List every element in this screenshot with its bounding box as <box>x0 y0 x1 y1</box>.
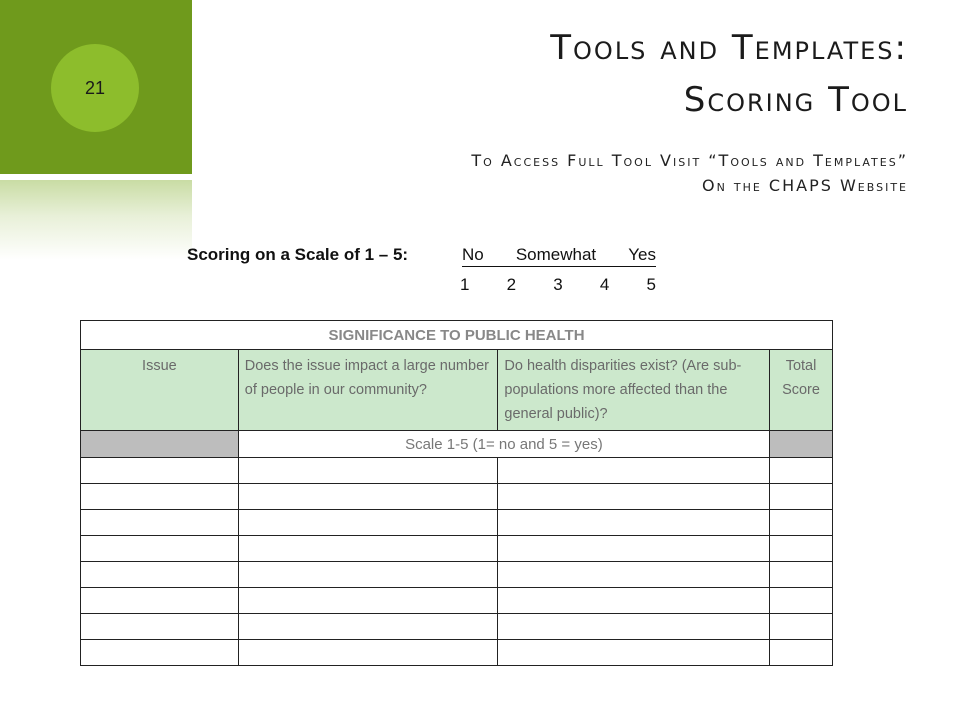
table-row <box>81 614 833 640</box>
scale-word-yes: Yes <box>628 245 656 264</box>
column-impact: Does the issue impact a large number of people in our community? <box>238 350 498 431</box>
scale-words <box>462 245 656 267</box>
title-line-1: Tools and Templates: <box>550 28 908 68</box>
empty-cell <box>81 458 239 484</box>
scale-number-3: 3 <box>553 275 563 294</box>
table-row <box>81 536 833 562</box>
scoring-table <box>80 320 833 666</box>
scale-number-5: 5 <box>646 275 656 294</box>
empty-cell <box>238 640 498 666</box>
scale-number-1: 1 <box>460 275 470 294</box>
table-row <box>81 562 833 588</box>
decorative-divider <box>0 174 192 178</box>
empty-cell <box>770 614 833 640</box>
scale-row-label: Scale 1-5 (1= no and 5 = yes) <box>238 431 769 458</box>
subtitle-line-2: On the CHAPS Website <box>702 176 908 195</box>
empty-cell <box>770 562 833 588</box>
scale-number-4: 4 <box>599 275 610 294</box>
scale-row-gray-cell <box>770 431 833 458</box>
column-total-score: Total Score <box>770 350 833 431</box>
column-disparities: Do health disparities exist? (Are sub-populations more affected than the general public)? <box>498 350 770 431</box>
column-issue: Issue <box>81 350 239 431</box>
scale-label: Scoring on a Scale of 1 – 5: <box>187 245 409 264</box>
empty-cell <box>770 640 833 666</box>
empty-cell <box>238 536 498 562</box>
empty-cell <box>238 458 498 484</box>
slide-title <box>550 22 908 126</box>
empty-cell <box>770 510 833 536</box>
empty-cell <box>770 536 833 562</box>
scale-row-gray-cell <box>81 431 239 458</box>
empty-cell <box>498 562 770 588</box>
empty-cell <box>81 510 239 536</box>
table-row <box>81 640 833 666</box>
subtitle-line-1: To Access Full Tool Visit “Tools and Templates” <box>471 151 908 170</box>
table-row <box>81 510 833 536</box>
empty-cell <box>498 484 770 510</box>
table-row <box>81 588 833 614</box>
empty-cell <box>770 484 833 510</box>
empty-cell <box>498 458 770 484</box>
empty-cell <box>498 640 770 666</box>
title-line-2: Scoring Tool <box>683 80 908 120</box>
empty-cell <box>81 536 239 562</box>
empty-cell <box>238 614 498 640</box>
slide-number: 21 <box>51 44 139 132</box>
scale-word-no: No <box>462 245 484 264</box>
decorative-green-fade <box>0 180 192 260</box>
empty-cell <box>770 458 833 484</box>
empty-cell <box>81 484 239 510</box>
empty-cell <box>81 588 239 614</box>
empty-cell <box>770 588 833 614</box>
table-row <box>81 458 833 484</box>
table-row <box>81 484 833 510</box>
empty-cell <box>238 588 498 614</box>
empty-cell <box>238 562 498 588</box>
slide-subtitle <box>471 148 908 198</box>
empty-cell <box>498 536 770 562</box>
empty-cell <box>498 588 770 614</box>
scale-numbers <box>460 275 656 295</box>
empty-cell <box>81 562 239 588</box>
empty-cell <box>498 510 770 536</box>
empty-cell <box>238 510 498 536</box>
empty-cell <box>498 614 770 640</box>
scale-number-2: 2 <box>506 275 517 294</box>
scale-word-somewhat: Somewhat <box>515 245 597 264</box>
table-header: SIGNIFICANCE TO PUBLIC HEALTH <box>81 321 833 350</box>
empty-cell <box>81 614 239 640</box>
empty-cell <box>238 484 498 510</box>
empty-cell <box>81 640 239 666</box>
